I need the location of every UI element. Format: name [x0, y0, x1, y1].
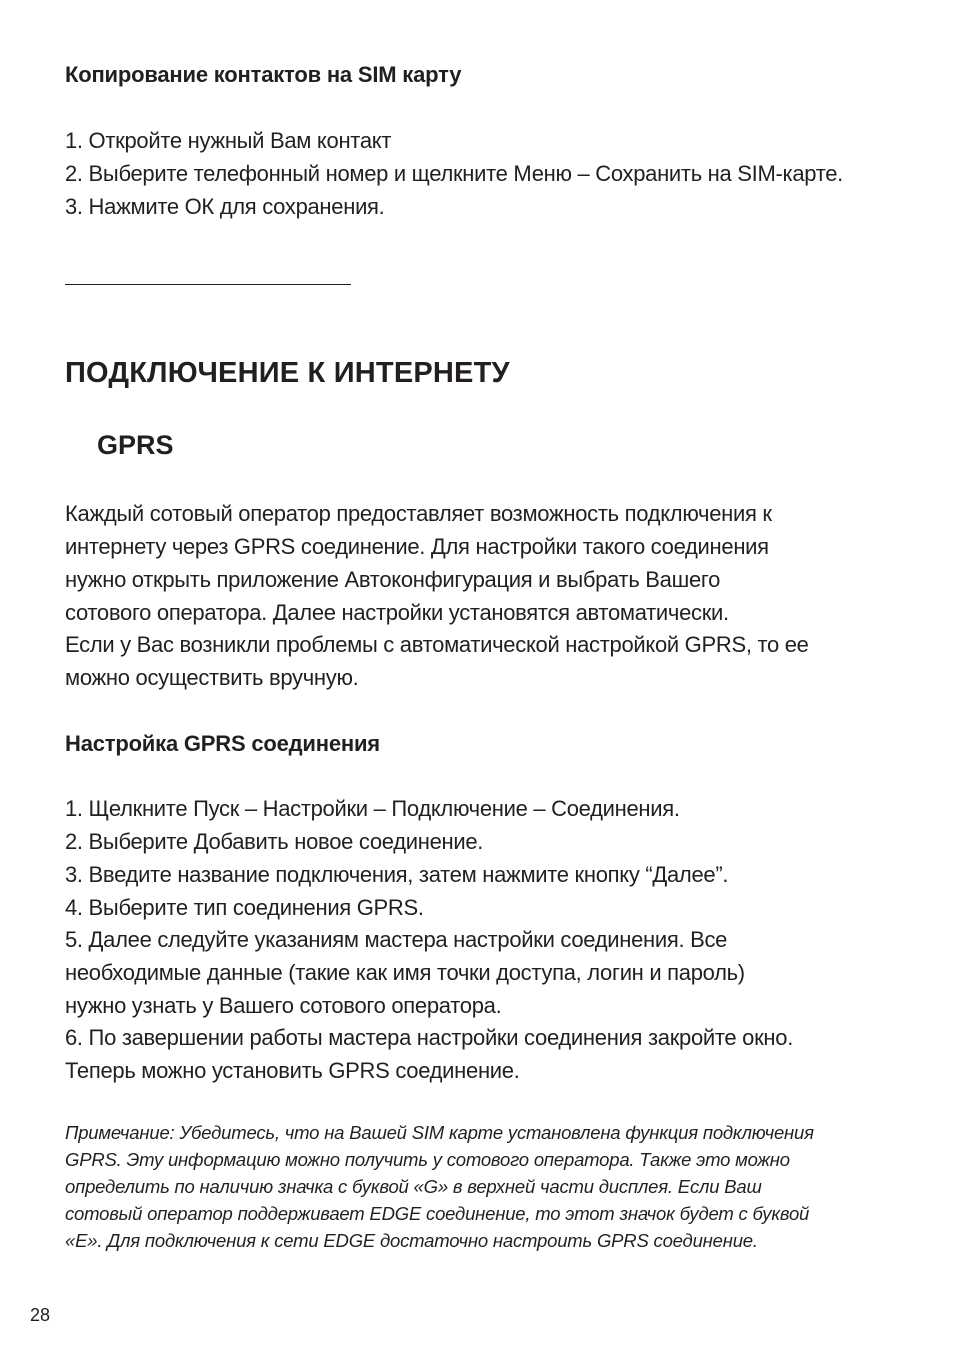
- note-line: определить по наличию значка с буквой «G» в верхней части дисплея. Если Ваш: [65, 1176, 762, 1197]
- setup-line: 3. Введите название подключения, затем нажмите кнопку “Далее”.: [65, 862, 729, 887]
- sim-copy-title: Копирование контактов на SIM карту: [65, 62, 462, 87]
- intro-line: сотового оператора. Далее настройки установятся автоматически.: [65, 600, 729, 625]
- setup-line: 2. Выберите Добавить новое соединение.: [65, 829, 484, 854]
- section-title: ПОДКЛЮЧЕНИЕ К ИНТЕРНЕТУ: [65, 357, 510, 389]
- sim-copy-step: 3. Нажмите ОК для сохранения.: [65, 194, 385, 219]
- intro-line: Если у Вас возникли проблемы с автоматической настройкой GPRS, то ее: [65, 632, 809, 657]
- sim-copy-step: 2. Выберите телефонный номер и щелкните Меню – Сохранить на SIM-карте.: [65, 161, 843, 186]
- setup-line: 4. Выберите тип соединения GPRS.: [65, 895, 424, 920]
- intro-line: можно осуществить вручную.: [65, 665, 359, 690]
- setup-line: 5. Далее следуйте указаниям мастера настройки соединения. Все: [65, 927, 728, 952]
- setup-line: 6. По завершении работы мастера настройки соединения закройте окно.: [65, 1025, 794, 1050]
- setup-line: 1. Щелкните Пуск – Настройки – Подключение – Соединения.: [65, 796, 680, 821]
- page-number: 28: [30, 1305, 51, 1325]
- intro-line: Каждый сотовый оператор предоставляет возможность подключения к: [65, 501, 772, 526]
- setup-line: Теперь можно установить GPRS соединение.: [65, 1058, 520, 1083]
- gprs-setup-title: Настройка GPRS соединения: [65, 731, 380, 756]
- intro-line: нужно открыть приложение Автоконфигурация и выбрать Вашего: [65, 567, 721, 592]
- note-line: Примечание: Убедитесь, что на Вашей SIM карте установлена функция подключения: [65, 1122, 814, 1143]
- setup-line: нужно узнать у Вашего сотового оператора.: [65, 993, 502, 1018]
- note-line: GPRS. Эту информацию можно получить у сотового оператора. Также это можно: [65, 1149, 790, 1170]
- intro-line: интернету через GPRS соединение. Для настройки такого соединения: [65, 534, 769, 559]
- sim-copy-step: 1. Откройте нужный Вам контакт: [65, 128, 392, 153]
- setup-line: необходимые данные (такие как имя точки доступа, логин и пароль): [65, 960, 745, 985]
- note-line: сотовый оператор поддерживает EDGE соединение, то этот значок будет с буквой: [65, 1203, 810, 1224]
- gprs-title: GPRS: [97, 430, 174, 460]
- note-line: «E». Для подключения к сети EDGE достаточно настроить GPRS соединение.: [65, 1230, 758, 1251]
- section-divider: [65, 284, 351, 285]
